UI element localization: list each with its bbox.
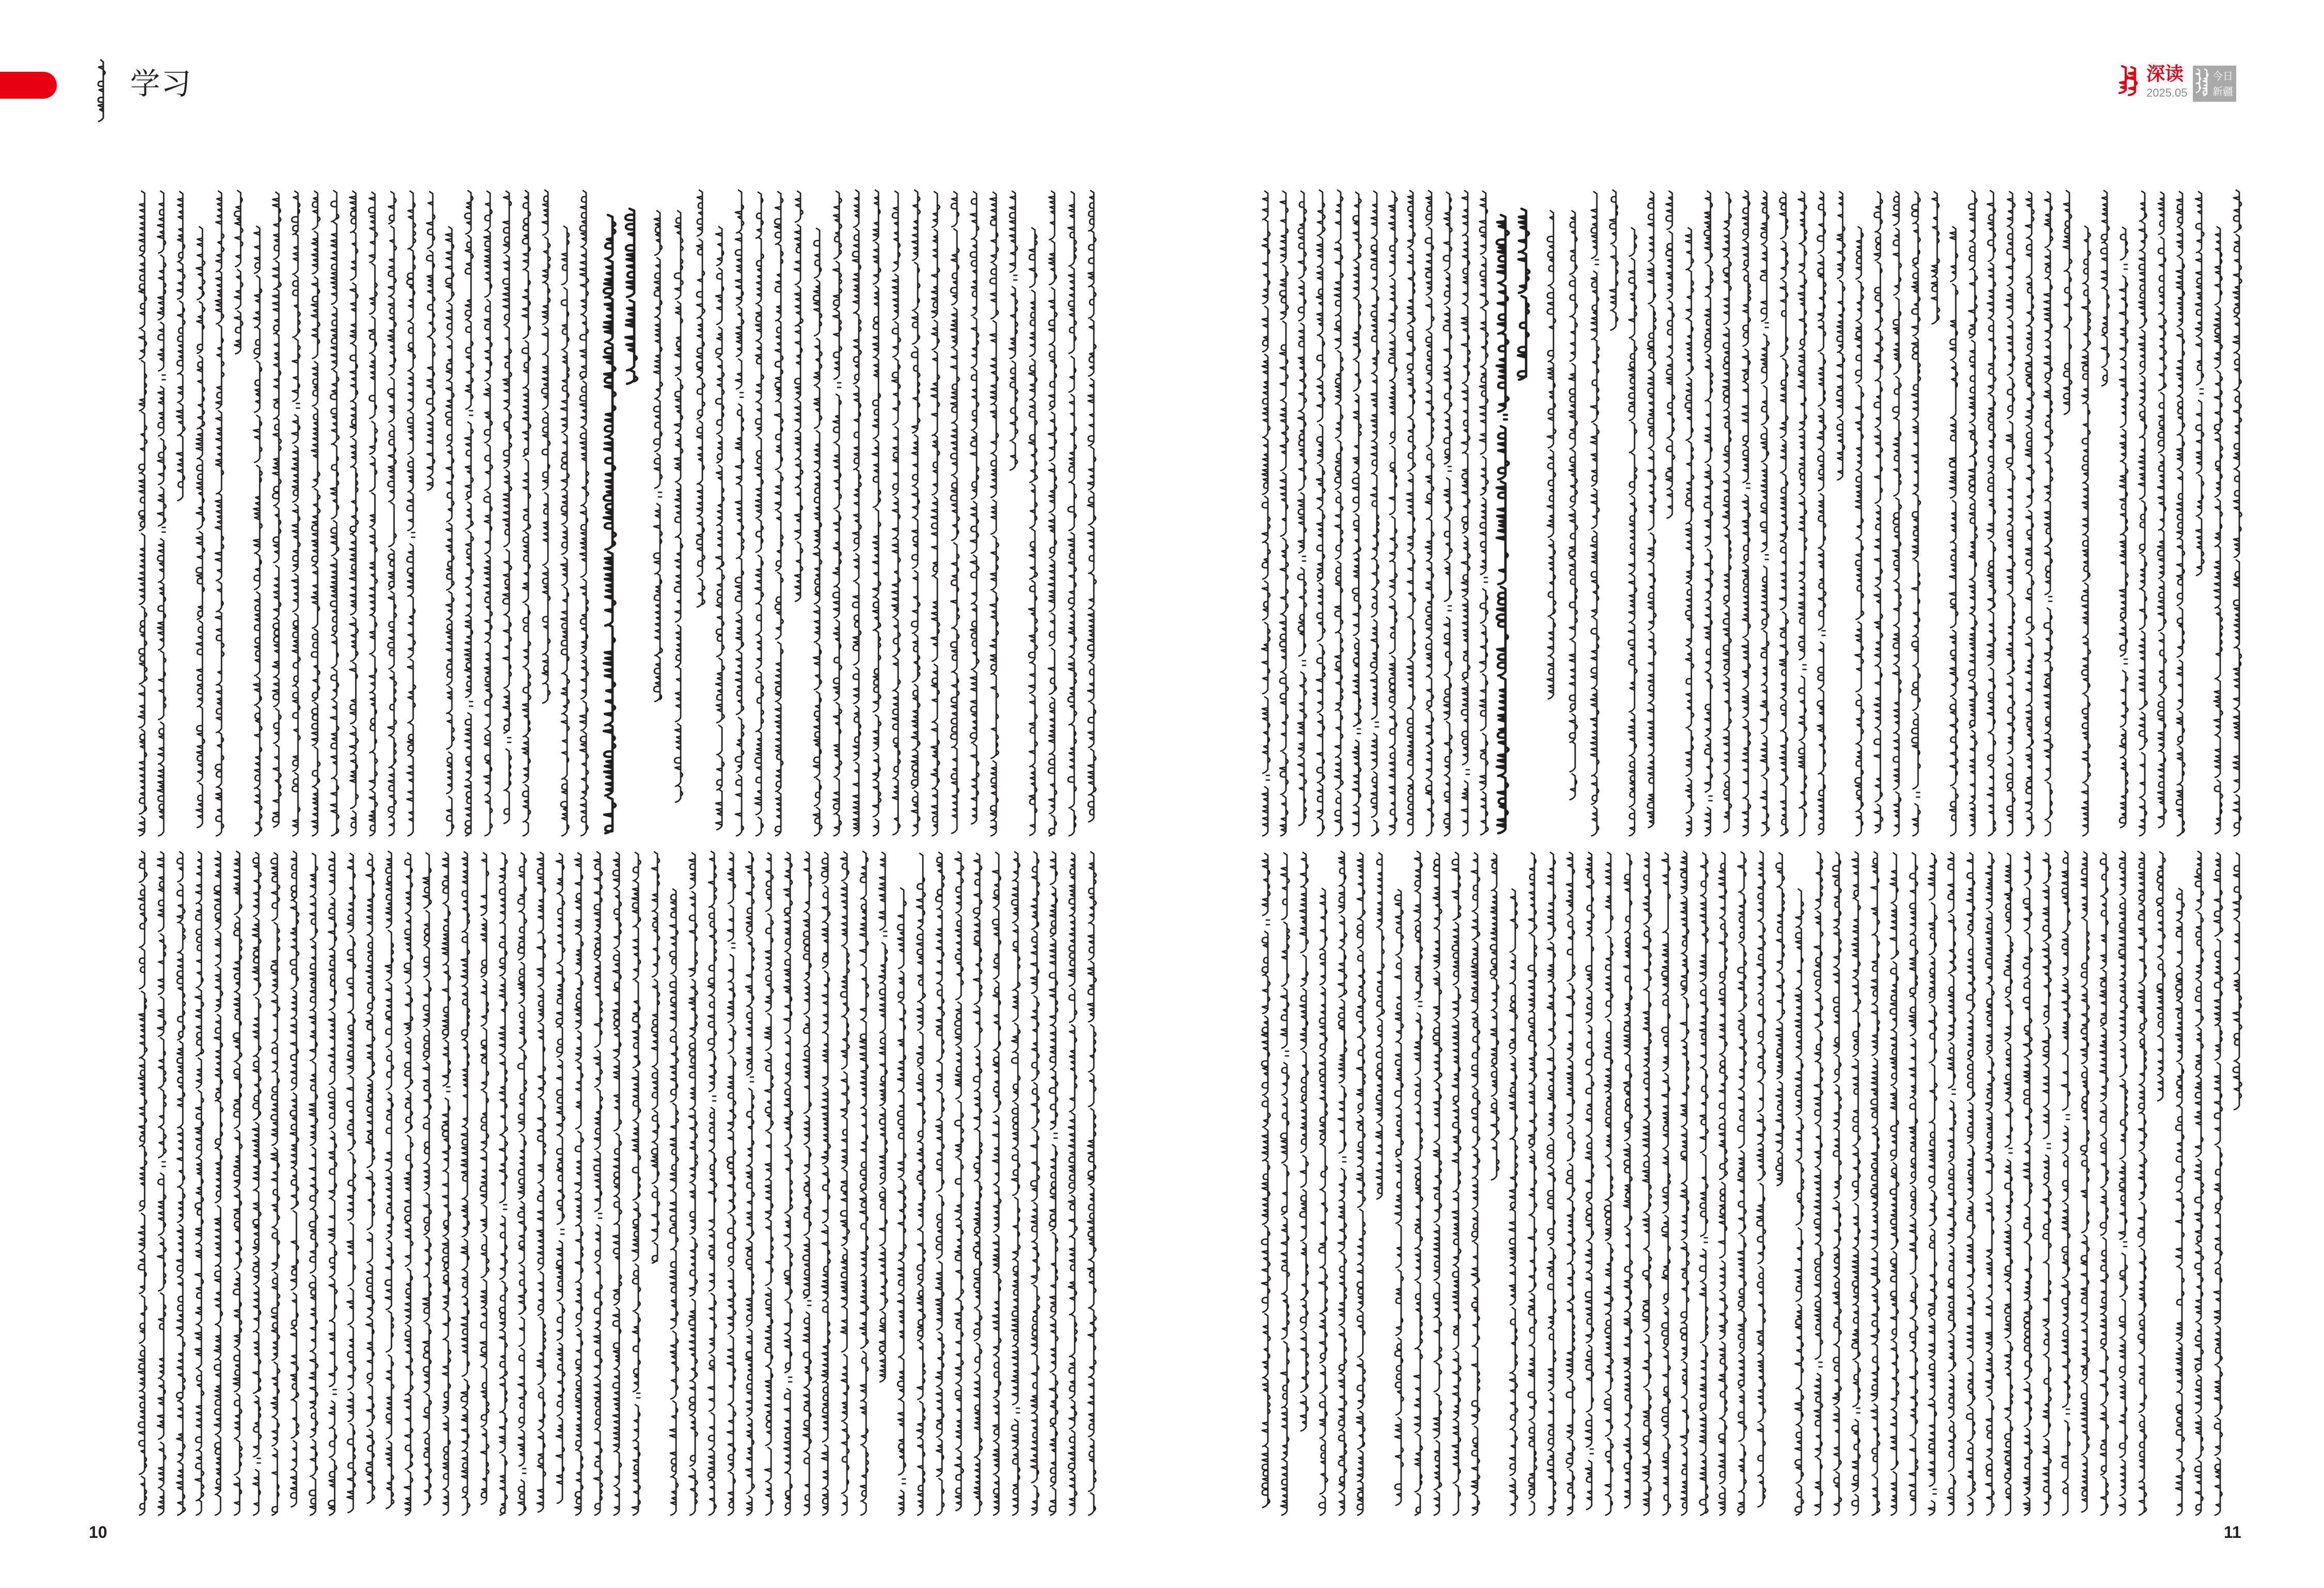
text-column	[2063, 191, 2072, 414]
text-column	[2233, 190, 2242, 836]
text-column	[138, 851, 147, 1515]
text-column	[1893, 192, 1902, 836]
text-column	[1890, 853, 1899, 1515]
text-column	[404, 853, 413, 1515]
page-number-left: 10	[89, 1523, 107, 1542]
text-column	[331, 191, 339, 836]
text-column	[427, 192, 435, 490]
text-column	[594, 852, 603, 1515]
text-column	[1874, 192, 1883, 833]
text-column	[1338, 851, 1347, 1515]
section-label: 学习	[130, 66, 193, 101]
text-column	[177, 852, 185, 1515]
text-column	[1376, 853, 1385, 1199]
text-column	[2157, 852, 2165, 1101]
text-column	[254, 226, 262, 836]
text-column	[1462, 191, 1470, 836]
text-column	[2044, 192, 2053, 836]
text-column	[1262, 191, 1270, 836]
text-column	[1776, 853, 1785, 1186]
text-column	[813, 228, 822, 836]
text-column	[1986, 852, 1995, 1515]
text-column	[970, 192, 979, 824]
text-column	[1817, 192, 1826, 835]
text-column	[2100, 853, 2109, 1515]
text-column	[2195, 192, 2204, 575]
brand-name-line-1: 今日	[2212, 70, 2233, 82]
text-column	[765, 853, 773, 1515]
text-column	[1666, 191, 1675, 518]
text-column	[993, 852, 1001, 1515]
text-column	[2195, 851, 2204, 1515]
text-column	[1662, 853, 1671, 1515]
text-column	[1967, 853, 1975, 1515]
text-column	[1068, 192, 1077, 836]
text-column	[484, 191, 493, 836]
text-column	[853, 190, 861, 836]
byline-column	[654, 211, 663, 702]
text-column	[1371, 191, 1379, 836]
text-column	[1566, 852, 1575, 1515]
text-column	[1700, 853, 1708, 1515]
text-column	[2004, 853, 2013, 1515]
text-column	[177, 192, 185, 501]
text-column	[556, 853, 565, 1503]
text-column	[1547, 852, 1556, 1515]
text-column	[1761, 191, 1769, 836]
issue-date: 2025.05	[2146, 86, 2188, 99]
text-column	[1480, 191, 1488, 835]
text-column	[1357, 853, 1365, 1515]
text-column	[273, 192, 281, 827]
text-column	[1738, 852, 1747, 1515]
text-column	[955, 852, 964, 1511]
text-column	[480, 853, 489, 1504]
text-column	[1909, 853, 1918, 1515]
text-column	[214, 851, 223, 1515]
text-column	[2062, 851, 2070, 1515]
text-column	[461, 852, 470, 1515]
text-column	[1685, 228, 1694, 836]
text-column	[158, 852, 166, 1515]
section-tab-marker	[0, 72, 57, 99]
text-column	[1647, 192, 1656, 828]
text-column	[727, 852, 736, 1515]
text-column	[931, 192, 940, 836]
text-column	[522, 191, 531, 836]
text-column	[442, 852, 451, 1515]
text-column	[2233, 853, 2242, 1110]
text-column	[542, 190, 551, 703]
text-column	[708, 851, 717, 1515]
text-column	[1795, 889, 1804, 1515]
text-column	[465, 191, 474, 836]
text-column	[1912, 192, 1921, 836]
text-column	[311, 191, 320, 836]
text-column	[755, 192, 764, 836]
text-column	[292, 191, 300, 836]
text-column	[951, 192, 960, 833]
text-column	[499, 853, 508, 1515]
text-column	[1395, 890, 1404, 1505]
text-column	[575, 853, 584, 1515]
text-column	[822, 852, 830, 1515]
text-column	[1012, 852, 1020, 1515]
text-column	[990, 192, 999, 836]
text-column	[1932, 192, 1940, 324]
text-column	[233, 851, 242, 1515]
text-column	[872, 190, 881, 836]
right-page-body-text	[1262, 190, 2242, 1515]
text-column	[1471, 853, 1480, 1515]
text-column	[775, 192, 783, 836]
byline-column	[674, 211, 683, 802]
text-column	[1969, 191, 1977, 836]
text-column	[2119, 227, 2128, 828]
column-title: 深读	[2146, 64, 2184, 85]
text-column	[385, 851, 394, 1508]
text-column	[195, 852, 204, 1515]
text-column	[2043, 853, 2051, 1515]
article-heading-column	[1497, 215, 1509, 833]
text-column	[537, 852, 546, 1512]
text-column	[1757, 851, 1766, 1507]
text-column	[1031, 852, 1040, 1515]
text-column	[784, 852, 793, 1515]
brand-logo	[2193, 66, 2236, 102]
text-column	[2214, 227, 2223, 834]
text-column	[2176, 889, 2185, 1515]
text-column	[1262, 853, 1270, 1507]
text-column	[794, 191, 803, 601]
text-column	[1049, 852, 1058, 1515]
text-column	[632, 852, 641, 1515]
text-column	[2023, 852, 2032, 1515]
text-column	[2025, 192, 2034, 836]
text-column	[1389, 191, 1397, 835]
text-column	[1928, 853, 1937, 1515]
text-column	[1298, 191, 1307, 826]
text-column	[1452, 852, 1461, 1515]
text-column	[973, 853, 982, 1515]
text-column	[388, 192, 397, 836]
text-column	[1833, 852, 1842, 1515]
text-column	[1852, 852, 1861, 1515]
text-column	[670, 889, 679, 1515]
left-page-body-text	[138, 190, 1096, 1515]
text-column	[841, 852, 850, 1515]
text-column	[1628, 228, 1637, 836]
text-column	[2006, 192, 2015, 836]
text-column	[917, 853, 925, 1515]
text-column	[253, 852, 261, 1515]
text-column	[1610, 190, 1618, 330]
text-column	[1987, 191, 1996, 836]
text-column	[689, 853, 698, 1515]
text-column	[746, 852, 755, 1515]
text-column	[1029, 228, 1038, 835]
text-column	[1509, 889, 1518, 1515]
text-column	[2081, 852, 2090, 1512]
text-column	[2138, 852, 2147, 1515]
text-column	[1681, 851, 1689, 1515]
text-column	[613, 852, 622, 1515]
article-heading-column	[625, 209, 637, 384]
mongolian-masthead-logo-icon	[2119, 66, 2137, 95]
text-column	[1281, 853, 1290, 1515]
text-column	[1425, 191, 1434, 836]
text-column	[1605, 852, 1613, 1515]
text-column	[518, 853, 527, 1515]
text-column	[1780, 192, 1788, 836]
text-column	[1814, 852, 1823, 1515]
text-column	[1069, 853, 1077, 1515]
text-column	[860, 851, 869, 1515]
text-column	[1948, 852, 1956, 1515]
mongolian-logo-stroke	[2128, 67, 2137, 95]
text-column	[407, 191, 416, 836]
text-column	[803, 852, 811, 1515]
text-column	[1528, 853, 1537, 1515]
text-column	[898, 888, 906, 1515]
text-column	[1836, 192, 1845, 480]
text-column	[138, 191, 147, 836]
mongolian-section-label-icon	[98, 60, 105, 121]
text-column	[158, 191, 166, 836]
text-column	[912, 190, 920, 836]
text-column	[892, 191, 901, 835]
text-column	[2176, 192, 2185, 836]
text-column	[1624, 853, 1632, 1508]
text-column	[1414, 851, 1423, 1515]
text-column	[1591, 192, 1599, 836]
text-column	[1585, 852, 1594, 1509]
article-heading-column	[604, 215, 616, 833]
text-column	[1950, 227, 1958, 836]
text-column	[290, 851, 299, 1507]
text-column	[2101, 191, 2109, 386]
text-column	[2214, 853, 2223, 1515]
text-column	[1798, 192, 1807, 836]
page-number-right: 11	[2224, 1523, 2241, 1542]
text-column	[1316, 190, 1325, 836]
text-column	[2158, 192, 2166, 828]
text-column	[1319, 889, 1328, 1515]
text-column	[503, 191, 512, 823]
text-column	[2082, 226, 2091, 836]
text-column	[271, 853, 280, 1515]
byline-column	[1547, 211, 1556, 699]
text-column	[936, 852, 945, 1515]
text-column	[735, 190, 744, 836]
text-column	[1048, 191, 1057, 836]
text-column	[580, 191, 589, 836]
mongolian-logo-stroke	[2119, 66, 2128, 93]
text-column	[716, 227, 725, 830]
text-column	[1334, 190, 1343, 836]
text-column	[1742, 191, 1751, 836]
text-column	[1088, 852, 1096, 1515]
text-column	[561, 226, 570, 836]
text-column	[879, 852, 888, 1382]
text-column	[1855, 227, 1864, 836]
text-column	[1407, 191, 1416, 836]
text-column	[2139, 191, 2147, 836]
text-column	[1353, 192, 1361, 836]
brand-name-line-2: 新疆	[2212, 85, 2233, 98]
text-column	[1704, 191, 1713, 836]
text-column	[234, 191, 243, 354]
text-column	[369, 192, 378, 836]
mongolian-label-stroke	[98, 60, 105, 121]
text-column	[1280, 191, 1289, 836]
text-column	[697, 190, 705, 607]
text-column	[1088, 191, 1096, 822]
text-column	[423, 853, 431, 1505]
text-column	[1871, 852, 1880, 1515]
text-column	[651, 852, 659, 1263]
text-column	[446, 227, 454, 836]
text-column	[350, 191, 358, 836]
text-column	[833, 191, 842, 836]
text-column	[1723, 192, 1732, 832]
text-column	[1433, 853, 1442, 1515]
text-column	[2119, 851, 2128, 1515]
text-column	[366, 853, 375, 1503]
text-column	[1719, 852, 1728, 1515]
text-column	[215, 191, 224, 836]
text-column	[309, 853, 318, 1515]
text-column	[347, 853, 356, 1513]
byline-column	[1569, 211, 1578, 800]
text-column	[1643, 852, 1652, 1515]
text-column	[1490, 853, 1499, 1180]
text-column	[196, 227, 205, 828]
text-column	[1300, 852, 1309, 1431]
text-column	[1443, 192, 1452, 836]
text-column	[1009, 191, 1018, 470]
article-heading-column	[1518, 209, 1530, 380]
text-column	[328, 852, 337, 1515]
